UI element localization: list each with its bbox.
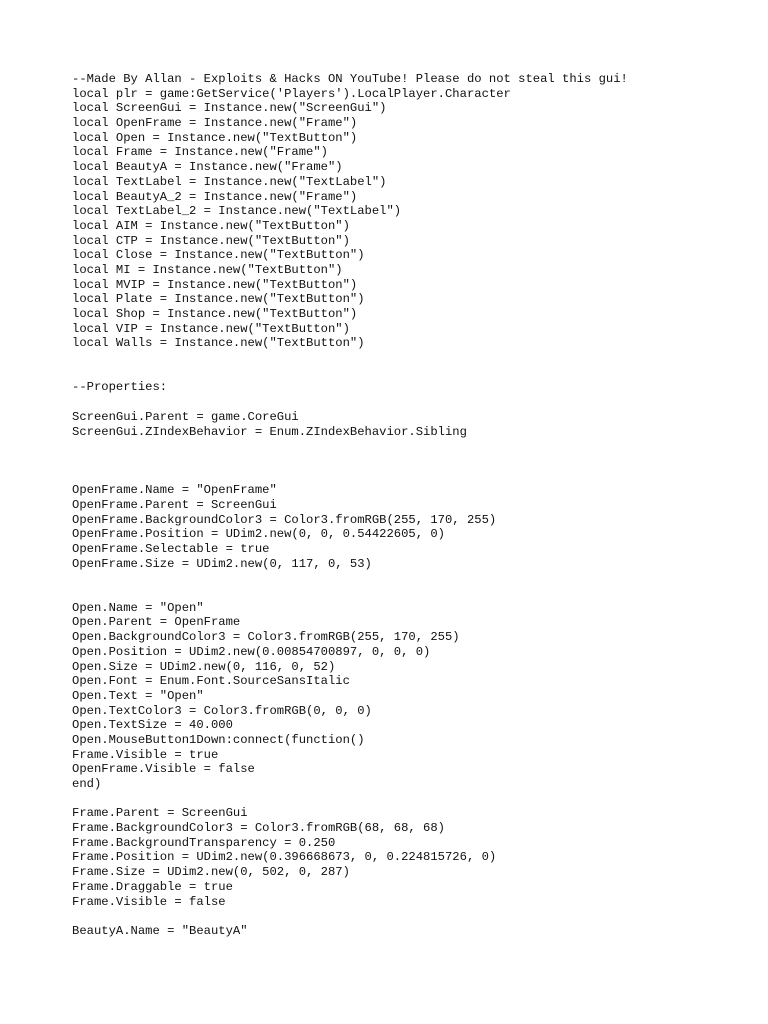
code-line: Frame.Position = UDim2.new(0.396668673, 0, 0.224815726, 0): [72, 850, 497, 865]
code-line: [72, 454, 752, 469]
code-line: [72, 909, 752, 924]
code-line: Open.Position = UDim2.new(0.00854700897, 0, 0, 0): [72, 644, 431, 659]
code-line: local CTP = Instance.new("TextButton"): [72, 233, 350, 248]
code-line: OpenFrame.Parent = ScreenGui: [72, 497, 277, 512]
code-line: Open.TextColor3 = Color3.fromRGB(0, 0, 0): [72, 703, 372, 718]
code-line: Open.Font = Enum.Font.SourceSansItalic: [72, 674, 350, 689]
code-line: Open.Name = "Open": [72, 600, 204, 615]
code-line: Frame.BackgroundColor3 = Color3.fromRGB(68, 68, 68): [72, 821, 445, 836]
code-line: OpenFrame.Position = UDim2.new(0, 0, 0.54422605, 0): [72, 527, 445, 542]
code-line: Frame.Draggable = true: [72, 879, 233, 894]
code-line: Open.MouseButton1Down:connect(function(): [72, 732, 365, 747]
code-line: local Shop = Instance.new("TextButton"): [72, 307, 358, 321]
code-line: --Made By Allan - Exploits & Hacks ON YouTube! Please do not steal this gui!: [72, 72, 628, 86]
code-line: local plr = game:GetService('Players').LocalPlayer.Character: [72, 86, 511, 101]
code-line: OpenFrame.Selectable = true: [72, 542, 270, 556]
code-line: OpenFrame.Name = "OpenFrame": [72, 483, 277, 498]
code-line: local ScreenGui = Instance.new("ScreenGui"): [72, 101, 387, 116]
code-line: local BeautyA = Instance.new("Frame"): [72, 160, 343, 175]
code-line: Open.BackgroundColor3 = Color3.fromRGB(255, 170, 255): [72, 630, 460, 645]
code-line: OpenFrame.Size = UDim2.new(0, 117, 0, 53): [72, 556, 372, 571]
code-line: local Close = Instance.new("TextButton"): [72, 248, 365, 263]
code-line: local AIM = Instance.new("TextButton"): [72, 218, 350, 233]
code-line: BeautyA.Name = "BeautyA": [72, 923, 248, 938]
code-line: [72, 792, 752, 807]
code-line: [72, 351, 752, 366]
code-line: ScreenGui.ZIndexBehavior = Enum.ZIndexBehavior.Sibling: [72, 424, 467, 439]
code-line: Open.Parent = OpenFrame: [72, 615, 241, 630]
code-line: [72, 586, 752, 601]
code-line: [72, 366, 752, 381]
code-line: Frame.Visible = false: [72, 894, 226, 909]
code-line: local TextLabel_2 = Instance.new("TextLabel"): [72, 204, 402, 219]
code-line: --Properties:: [72, 380, 168, 395]
code-line: local Frame = Instance.new("Frame"): [72, 145, 328, 160]
code-line: local Plate = Instance.new("TextButton"): [72, 292, 365, 307]
code-line: OpenFrame.Visible = false: [72, 762, 255, 777]
code-line: local VIP = Instance.new("TextButton"): [72, 321, 350, 336]
code-line: [72, 439, 752, 454]
code-line: Open.Size = UDim2.new(0, 116, 0, 52): [72, 659, 336, 674]
code-line: end): [72, 777, 102, 791]
code-line: local OpenFrame = Instance.new("Frame"): [72, 116, 358, 131]
code-line: Frame.Parent = ScreenGui: [72, 806, 248, 821]
code-line: Open.Text = "Open": [72, 688, 204, 703]
code-listing: [72, 72, 752, 939]
code-line: local MI = Instance.new("TextButton"): [72, 262, 343, 277]
code-line: [72, 571, 752, 586]
code-line: local Open = Instance.new("TextButton"): [72, 130, 358, 145]
code-line: OpenFrame.BackgroundColor3 = Color3.fromRGB(255, 170, 255): [72, 512, 497, 527]
code-line: ScreenGui.Parent = game.CoreGui: [72, 409, 299, 424]
code-line: [72, 469, 752, 484]
code-line: local TextLabel = Instance.new("TextLabel"): [72, 174, 387, 189]
code-line: [72, 395, 752, 410]
code-line: local Walls = Instance.new("TextButton"): [72, 336, 365, 351]
code-line: Frame.BackgroundTransparency = 0.250: [72, 835, 336, 850]
code-line: Frame.Size = UDim2.new(0, 502, 0, 287): [72, 865, 350, 880]
code-line: local BeautyA_2 = Instance.new("Frame"): [72, 189, 358, 204]
code-line: local MVIP = Instance.new("TextButton"): [72, 277, 358, 292]
code-line: Frame.Visible = true: [72, 747, 219, 762]
code-line: Open.TextSize = 40.000: [72, 718, 233, 733]
